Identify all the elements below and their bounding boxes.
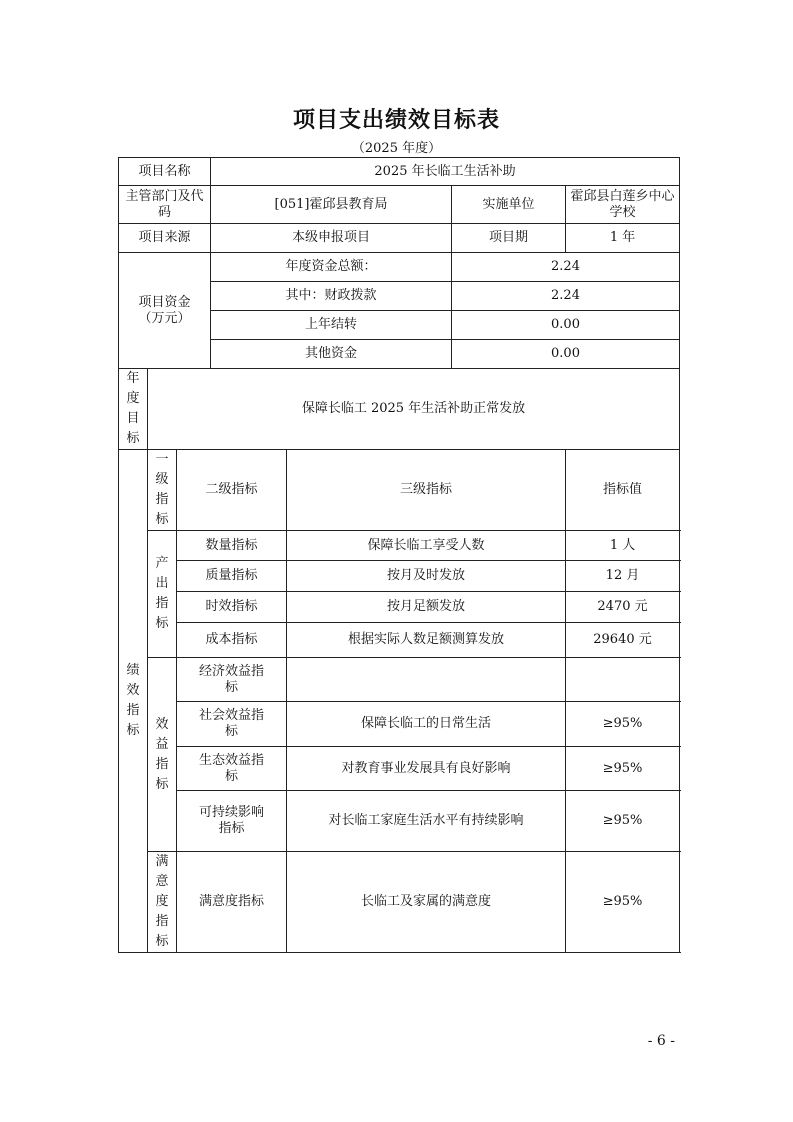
header-level1: 一级指标 <box>155 452 169 527</box>
funds-other-value: 0.00 <box>452 340 680 369</box>
satisfaction-label-cell <box>148 852 177 953</box>
benefit-l3: 对教育事业发展具有良好影响 <box>287 747 566 791</box>
funds-label: 项目资金 <box>138 294 191 310</box>
benefit-l3 <box>287 658 566 702</box>
output-value: 1 人 <box>566 531 680 561</box>
benefit-l2: 可持续影响指标 <box>177 791 287 852</box>
header-value: 指标值 <box>566 450 680 531</box>
benefit-l3: 对长临工家庭生活水平有持续影响 <box>287 791 566 852</box>
output-label-cell <box>148 531 177 658</box>
satisfaction-label: 满意度指标 <box>155 854 169 949</box>
annual-goal-label: 年度目标 <box>126 371 140 446</box>
row-headers <box>119 450 680 531</box>
funds-unit: （万元） <box>138 310 191 326</box>
satisfaction-value: ≥95% <box>566 852 680 953</box>
output-value: 29640 元 <box>566 623 680 658</box>
header-level2: 二级指标 <box>177 450 287 531</box>
satisfaction-l2: 满意度指标 <box>177 852 287 953</box>
table-row <box>119 747 680 791</box>
output-l2: 时效指标 <box>177 592 287 623</box>
table-row <box>119 702 680 747</box>
benefit-l2: 生态效益指标 <box>177 747 287 791</box>
period-value: 1 年 <box>566 224 680 253</box>
output-value: 12 月 <box>566 561 680 592</box>
benefit-value: ≥95% <box>566 747 680 791</box>
perf-label-cell <box>119 450 148 953</box>
benefit-value: ≥95% <box>566 791 680 852</box>
table-row <box>119 561 680 592</box>
impl-unit-label: 实施单位 <box>452 186 566 224</box>
table-row <box>119 791 680 852</box>
output-l3: 保障长临工享受人数 <box>287 531 566 561</box>
table-row <box>119 592 680 623</box>
annual-goal-value: 保障长临工 2025 年生活补助正常发放 <box>148 369 680 450</box>
funds-total-value: 2.24 <box>452 253 680 282</box>
performance-table <box>118 157 680 953</box>
annual-goal-label-cell <box>119 369 148 450</box>
dept-value: [051]霍邱县教育局 <box>211 186 452 224</box>
benefit-value: ≥95% <box>566 702 680 747</box>
funds-carryover-value: 0.00 <box>452 311 680 340</box>
source-label: 项目来源 <box>119 224 211 253</box>
table-row <box>119 623 680 658</box>
output-l2: 质量指标 <box>177 561 287 592</box>
funds-label-cell <box>119 253 211 369</box>
impl-unit-value: 霍邱县白莲乡中心学校 <box>566 186 680 224</box>
benefit-l2: 社会效益指标 <box>177 702 287 747</box>
funds-total-label: 年度资金总额： <box>211 253 452 282</box>
benefit-label-cell <box>148 658 177 852</box>
period-label: 项目期 <box>452 224 566 253</box>
row-department <box>119 186 680 224</box>
project-name-value: 2025 年长临工生活补助 <box>211 158 680 186</box>
header-level3: 三级指标 <box>287 450 566 531</box>
benefit-l3: 保障长临工的日常生活 <box>287 702 566 747</box>
page-title: 项目支出绩效目标表 <box>292 107 500 133</box>
satisfaction-l3: 长临工及家属的满意度 <box>287 852 566 953</box>
perf-label: 绩效指标 <box>126 663 140 738</box>
output-l3: 按月及时发放 <box>287 561 566 592</box>
funds-other-label: 其他资金 <box>211 340 452 369</box>
funds-fiscal-value: 2.24 <box>452 282 680 311</box>
output-l2: 数量指标 <box>177 531 287 561</box>
output-value: 2470 元 <box>566 592 680 623</box>
output-l3: 根据实际人数足额测算发放 <box>287 623 566 658</box>
row-project-name <box>119 158 680 186</box>
page-number: - 6 - <box>647 1033 675 1049</box>
header-level1-cell <box>148 450 177 531</box>
source-value: 本级申报项目 <box>211 224 452 253</box>
project-name-label: 项目名称 <box>119 158 211 186</box>
benefit-value <box>566 658 680 702</box>
table-row <box>119 658 680 702</box>
output-l2: 成本指标 <box>177 623 287 658</box>
funds-fiscal-label: 其中：财政拨款 <box>211 282 452 311</box>
dept-label: 主管部门及代码 <box>119 186 211 224</box>
table-row <box>119 852 680 953</box>
year-subtitle: （2025 年度） <box>351 141 442 156</box>
output-label: 产出指标 <box>155 556 169 631</box>
row-source <box>119 224 680 253</box>
row-annual-goal <box>119 369 680 450</box>
benefit-l2: 经济效益指标 <box>177 658 287 702</box>
benefit-label: 效益指标 <box>155 716 169 792</box>
output-l3: 按月足额发放 <box>287 592 566 623</box>
row-funds-total <box>119 253 680 282</box>
funds-carryover-label: 上年结转 <box>211 311 452 340</box>
table-row <box>119 531 680 561</box>
